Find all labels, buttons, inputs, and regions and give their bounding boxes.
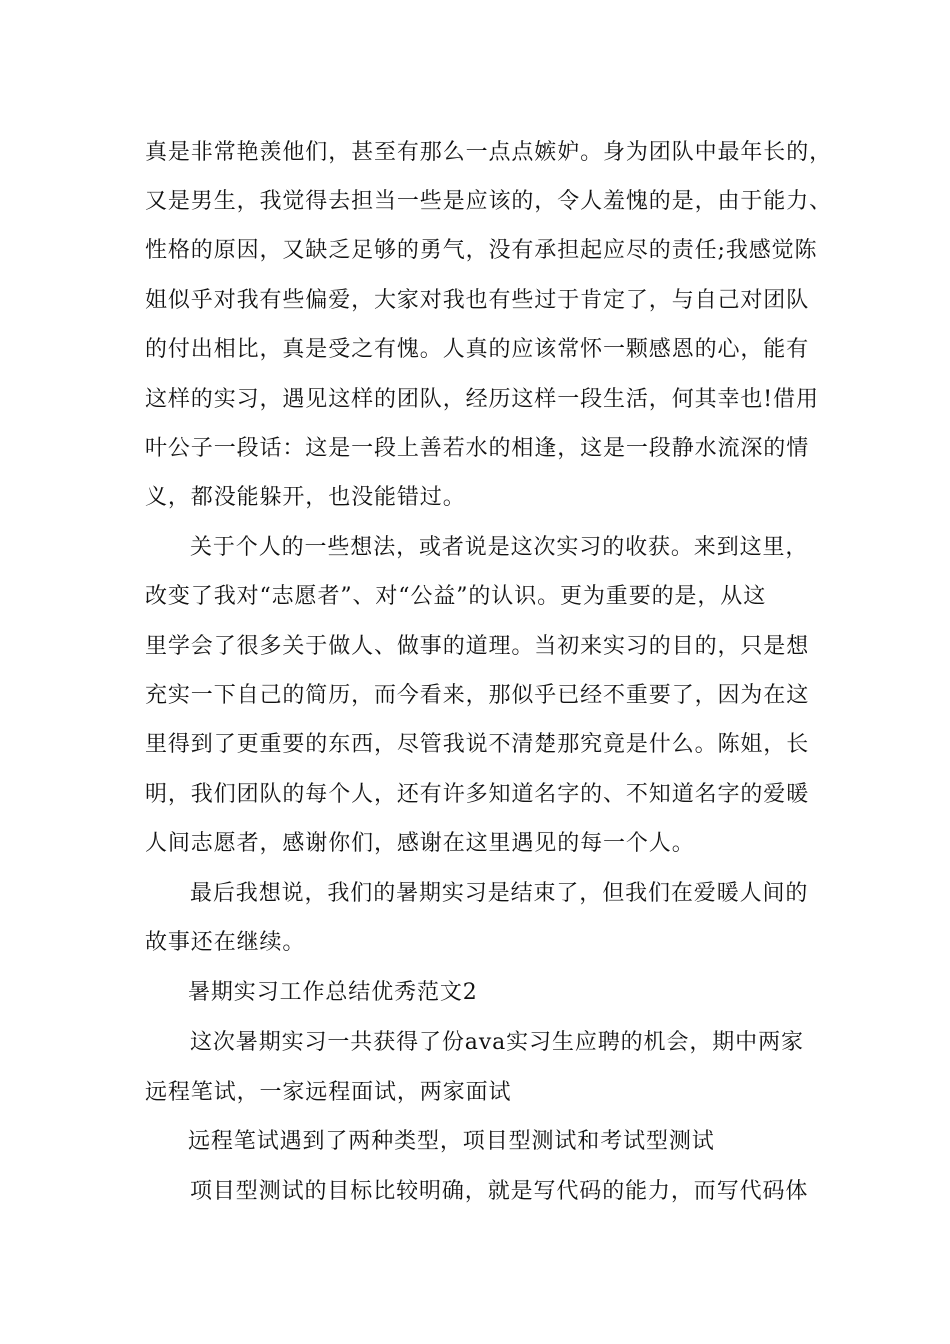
text-line: 性格的原因，又缺乏足够的勇气，没有承担起应尽的责任;我感觉陈 (145, 238, 818, 263)
text-line: 这次暑期实习一共获得了份ava实习生应聘的机会，期中两家 (190, 1030, 804, 1055)
text-line: 最后我想说，我们的暑期实习是结束了，但我们在爱暖人间的 (190, 881, 809, 906)
text-line: 人间志愿者，感谢你们，感谢在这里遇见的每一个人。 (145, 831, 695, 856)
text-line: 明，我们团队的每个人，还有许多知道名字的、不知道名字的爱暖 (145, 782, 810, 807)
text-line: 远程笔试遇到了两种类型，项目型测试和考试型测试 (188, 1129, 715, 1154)
text-line: 远程笔试，一家远程面试，两家面试 (145, 1080, 512, 1105)
text-line: 又是男生，我觉得去担当一些是应该的，令人羞愧的是，由于能力、 (145, 189, 833, 214)
text-line: 关于个人的一些想法，或者说是这次实习的收获。来到这里， (190, 535, 809, 560)
text-line: 改变了我对“志愿者”、对“公益”的认识。更为重要的是，从这 (145, 584, 767, 609)
text-line: 故事还在继续。 (145, 930, 306, 955)
text-line: 叶公子一段话：这是一段上善若水的相逢，这是一段静水流深的情 (145, 436, 810, 461)
text-line: 里学会了很多关于做人、做事的道理。当初来实习的目的，只是想 (145, 634, 810, 659)
text-line: 这样的实习，遇见这样的团队，经历这样一段生活，何其幸也!借用 (145, 387, 819, 412)
text-line: 姐似乎对我有些偏爱，大家对我也有些过于肯定了，与自己对团队 (145, 288, 810, 313)
text-line: 义，都没能躲开，也没能错过。 (145, 485, 466, 510)
text-line: 项目型测试的目标比较明确，就是写代码的能力，而写代码体 (190, 1179, 809, 1204)
section-heading: 暑期实习工作总结优秀范文2 (188, 980, 478, 1005)
text-line: 的付出相比，真是受之有愧。人真的应该常怀一颗感恩的心，能有 (145, 337, 810, 362)
text-line: 充实一下自己的简历，而今看来，那似乎已经不重要了，因为在这 (145, 683, 810, 708)
text-line: 里得到了更重要的东西，尽管我说不清楚那究竟是什么。陈姐，长 (145, 732, 810, 757)
text-line: 真是非常艳羡他们，甚至有那么一点点嫉妒。身为团队中最年长的， (145, 140, 833, 165)
